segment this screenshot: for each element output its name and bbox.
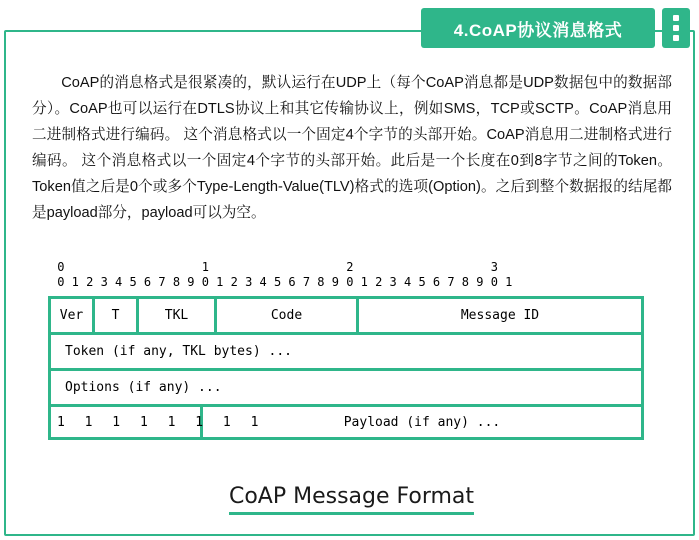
content-frame: [4, 30, 695, 536]
bit-ruler-tens: 0 1 2 3: [50, 260, 498, 274]
packet-rows: [48, 296, 644, 440]
field-type: T: [95, 299, 139, 332]
menu-dot-3: [673, 35, 679, 41]
field-payload-marker: 1 1 1 1 1 1 1 1: [51, 407, 203, 437]
more-vertical-icon[interactable]: [662, 8, 690, 48]
field-token: Token (if any, TKL bytes) ...: [65, 344, 292, 359]
field-options: Options (if any) ...: [65, 380, 222, 395]
coap-message-format-diagram: [48, 260, 648, 440]
menu-dot-2: [673, 25, 679, 31]
field-payload: Payload (if any) ...: [343, 414, 501, 430]
table-row-header-fields: [48, 296, 644, 332]
section-header-banner: [421, 8, 655, 48]
menu-dot-1: [673, 15, 679, 21]
field-version: Ver: [51, 299, 95, 332]
bit-ruler-ones: 0 1 2 3 4 5 6 7 8 9 0 1 2 3 4 5 6 7 8 9 0 1 2 3 4 5 6 7 8 9 0 1: [50, 275, 513, 289]
field-message-id: Message ID: [460, 308, 540, 323]
table-row-options: [48, 368, 644, 404]
table-row-token: [48, 332, 644, 368]
field-token-length: TKL: [139, 299, 217, 332]
diagram-caption-text: CoAP Message Format: [229, 484, 474, 515]
diagram-caption: [6, 484, 697, 515]
intro-paragraph: CoAP的消息格式是很紧凑的，默认运行在UDP上（每个CoAP消息都是UDP数据包中的数据部分）。CoAP也可以运行在DTLS协议上和其它传输协议上，例如SMS，TCP或SCTP。CoAP消息用二进制格式进行编码。 这个消息格式以一个固定4个字节的头部开始。CoAP消息用二进制格式进行编码。 这个消息格式以一个固定4个字节的头部开始。此后是一个长度在0到8字节之间的Token。Token值之后是0个或多个Type-Length-Value(TLV)格式的选项(Option)。之后到整个数据报的结尾都是payload部分，payload可以为空。: [32, 75, 672, 221]
page-title: 4.CoAP协议消息格式: [453, 20, 623, 40]
table-row-payload: [48, 404, 644, 440]
field-code: Code: [217, 299, 359, 332]
